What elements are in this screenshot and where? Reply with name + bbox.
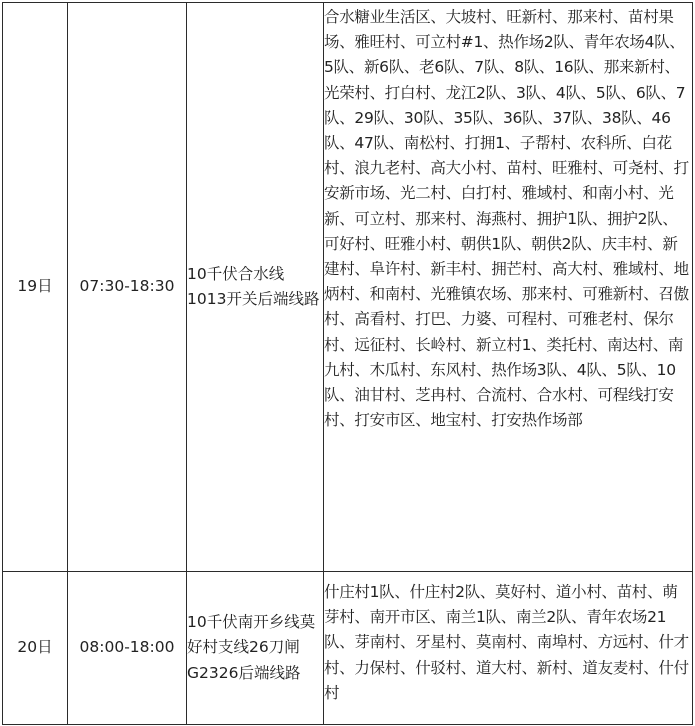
- table-row: [3, 572, 693, 725]
- date-cell: 19日: [3, 3, 68, 572]
- table-row: [3, 3, 693, 572]
- outage-schedule-table: [2, 2, 693, 725]
- area-cell: 合水糖业生活区、大坡村、旺新村、那来村、苗村果场、雅旺村、可立村#1、热作场2队、青年农场4队、5队、新6队、老6队、7队、8队、16队、那来新村、光荣村、打白村、龙江2队、3队、4队、5队、6队、7队、29队、30队、35队、36队、37队、38队、46队、47队、南松村、打拥1、子帮村、农科所、白花村、浪九老村、高大小村、苗村、旺雅村、可尧村、打安新市场、光二村、白打村、雅域村、和南小村、光新、可立村、那来村、海燕村、拥护1队、拥护2队、可好村、旺雅小村、朝供1队、朝供2队、庆丰村、新建村、阜许村、新丰村、拥芒村、高大村、雅域村、地炳村、和南村、光雅镇农场、那来村、可雅新村、召傲村、高看村、打巴、力婆、可程村、可雅老村、保尔村、远征村、长岭村、新立村1、类托村、南达村、南九村、木瓜村、东风村、热作场3队、4队、5队、10队、油甘村、芝冉村、合流村、合水村、可程线打安村、打安市区、地宝村、打安热作场部: [324, 3, 693, 572]
- date-cell: 20日: [3, 572, 68, 725]
- line-cell: 10千伏南开乡线莫好村支线26刀闸G2326后端线路: [187, 572, 324, 725]
- area-cell: 什庄村1队、什庄村2队、莫好村、道小村、苗村、萌芽村、南开市区、南兰1队、南兰2队、青年农场21队、芽南村、牙星村、莫南村、南埠村、方远村、什才村、力保村、什驳村、道大村、新村、道友麦村、什付村: [324, 572, 693, 725]
- time-cell: 07:30-18:30: [68, 3, 187, 572]
- line-cell: 10千伏合水线1013开关后端线路: [187, 3, 324, 572]
- time-cell: 08:00-18:00: [68, 572, 187, 725]
